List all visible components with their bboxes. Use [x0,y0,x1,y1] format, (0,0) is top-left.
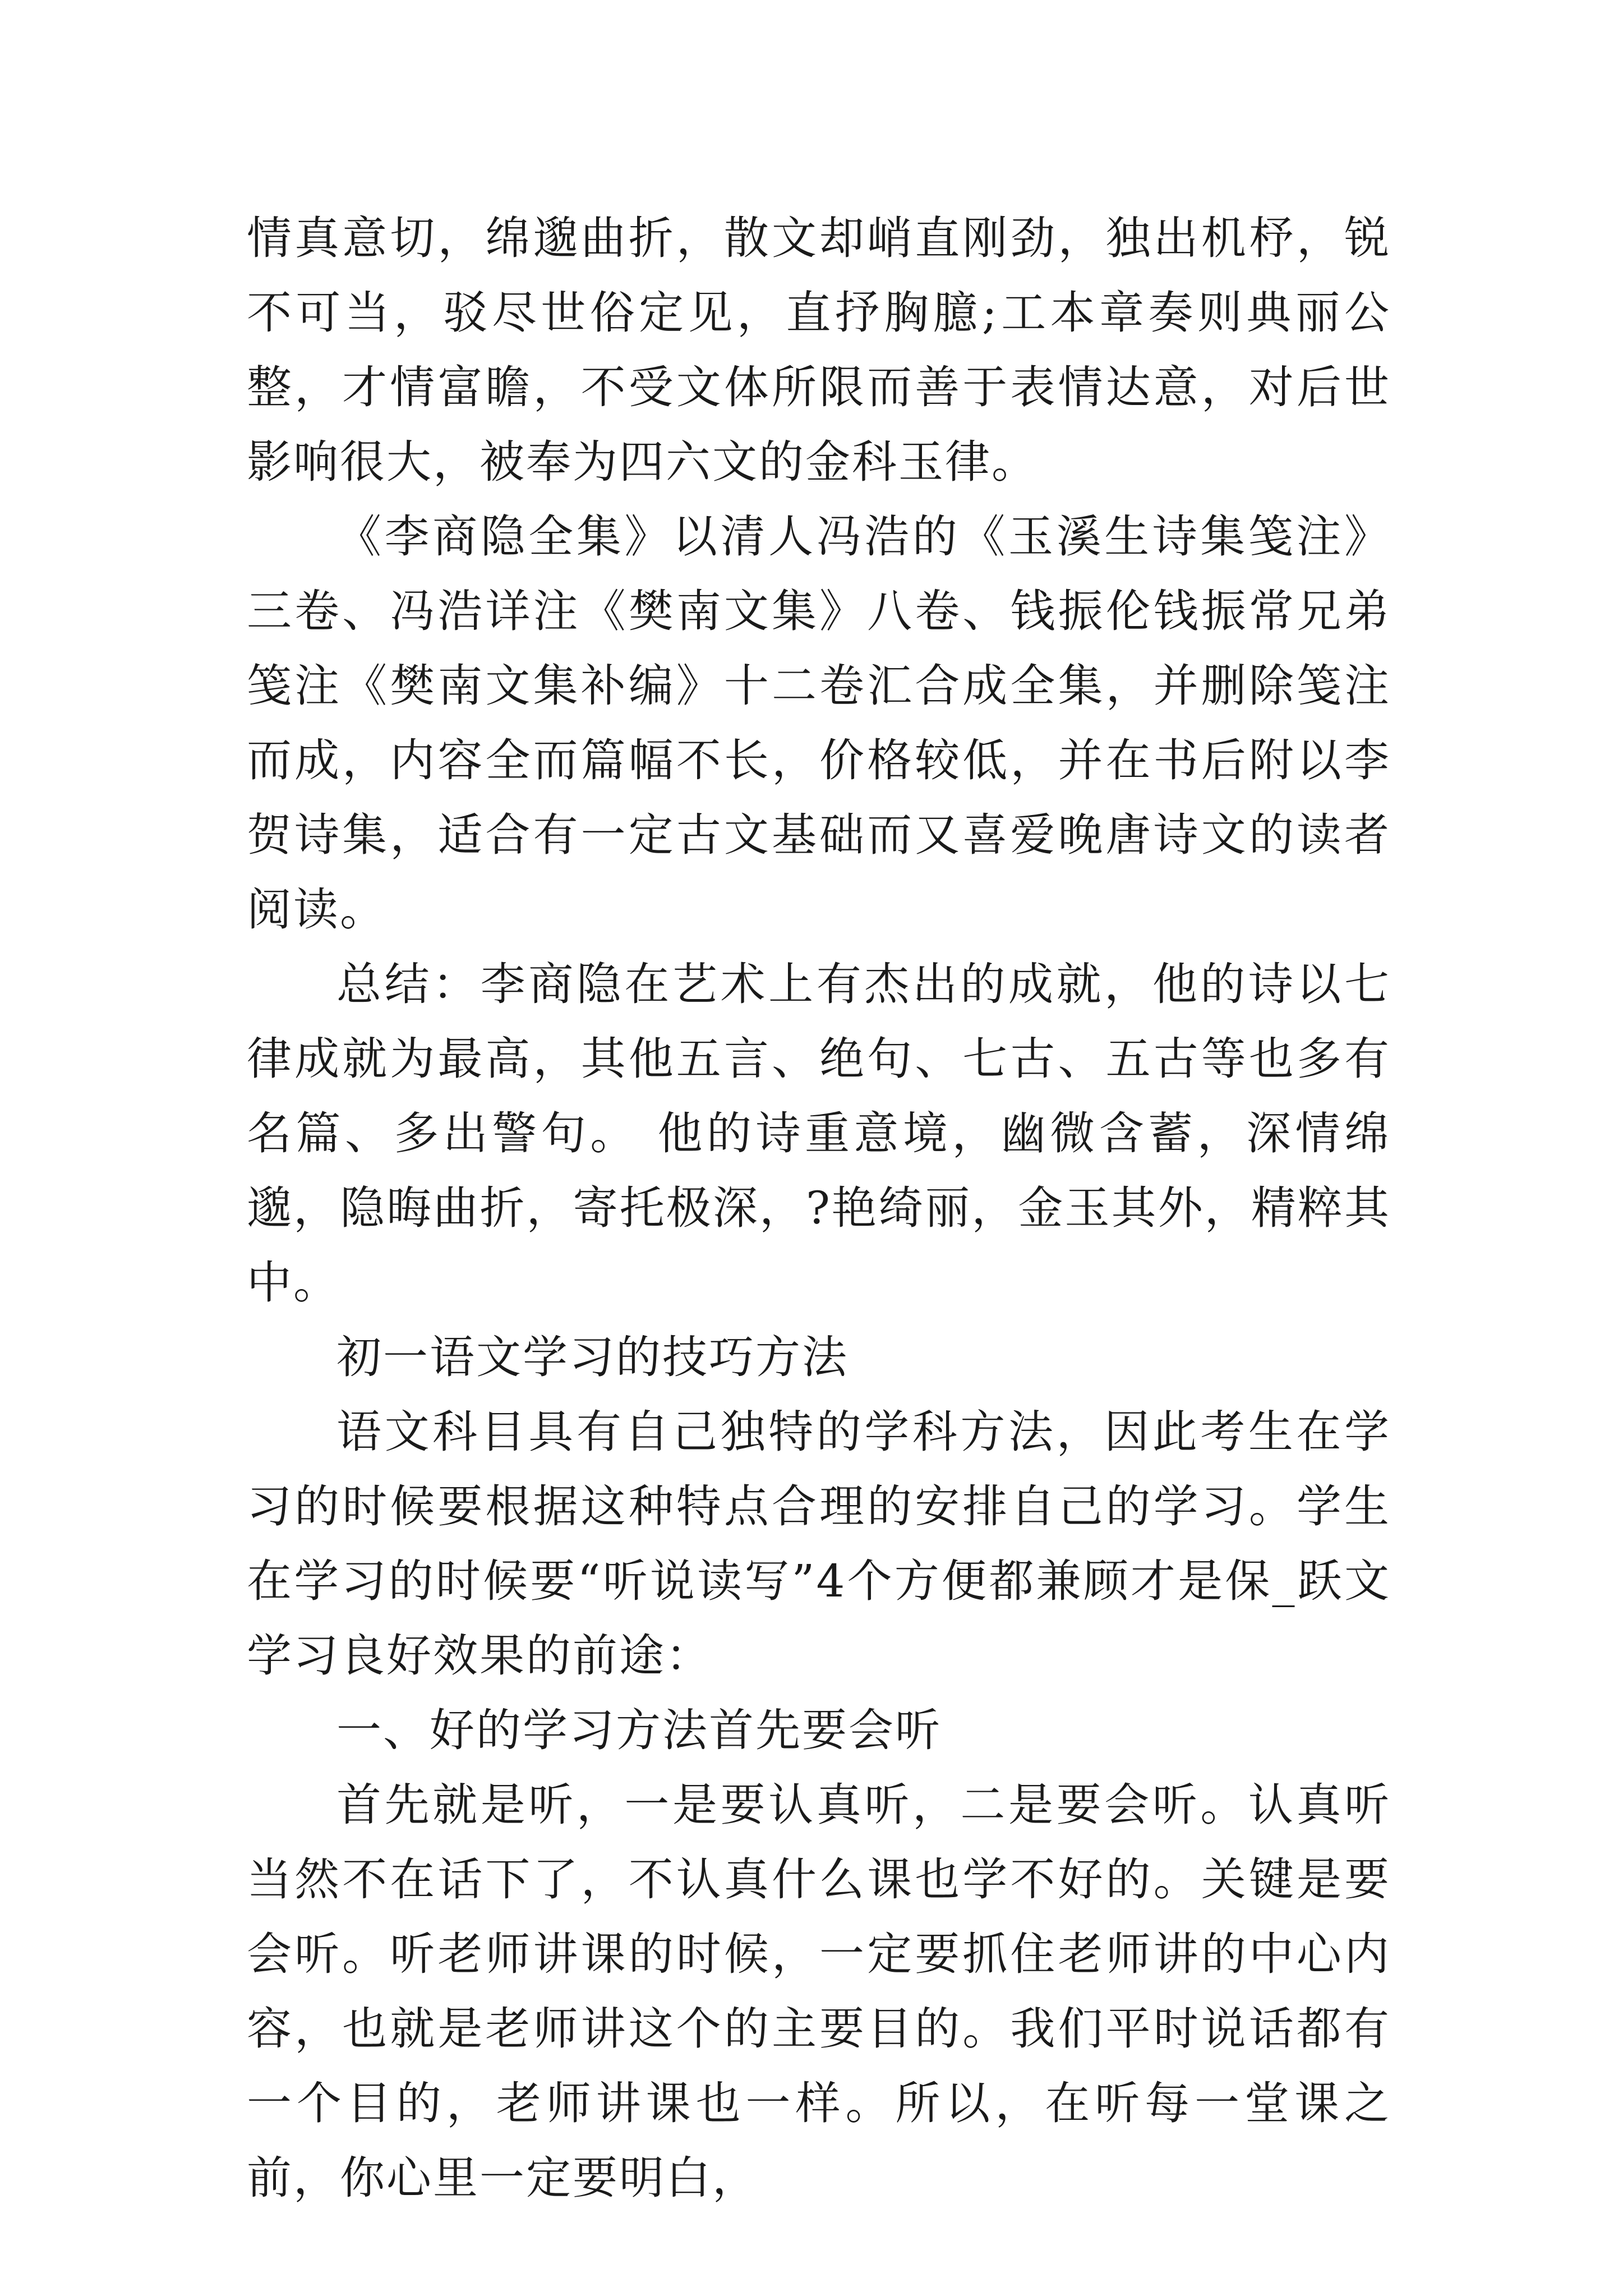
document-body [247,201,1391,2215]
subheading-listening: 一、好的学习方法首先要会听 [336,1704,942,1756]
paragraph-summary: 总结：李商隐在艺术上有杰出的成就，他的诗以七律成就为最高，其他五言、绝句、七古、五古等也多有名篇、多出警句。 他的诗重意境，幽微含蓄，深情绵邈，隐晦曲折，寄托极深，?艳绮丽，金玉其外，精粹其中。 [247,958,1391,1309]
paragraph-study-intro: 语文科目具有自己独特的学科方法，因此考生在学习的时候要根据这种特点合理的安排自己的学习。学生在学习的时候要“听说读写”4个方便都兼顾才是保_跃文学习良好效果的前途： [247,1406,1391,1682]
paragraph-li-shangyin-prose: 情真意切，绵邈曲折，散文却峭直刚劲，独出机杼，锐不可当，驳尽世俗定见，直抒胸臆;工本章奏则典丽公整，才情富瞻，不受文体所限而善于表情达意，对后世影响很大，被奉为四六文的金科玉律。 [247,212,1391,488]
section-heading-study-tips: 初一语文学习的技巧方法 [336,1331,849,1383]
paragraph-listening: 首先就是听，一是要认真听，二是要会听。认真听当然不在话下了，不认真什么课也学不好的。关键是要会听。听老师讲课的时候，一定要抓住老师讲的中心内容，也就是老师讲这个的主要目的。我们平时说话都有一个目的，老师讲课也一样。所以，在听每一堂课之前，你心里一定要明白， [247,1779,1391,2204]
paragraph-complete-works: 《李商隐全集》以清人冯浩的《玉溪生诗集笺注》三卷、冯浩详注《樊南文集》八卷、钱振伦钱振常兄弟笺注《樊南文集补编》十二卷汇合成全集，并删除笺注而成，内容全而篇幅不长，价格较低，并在书后附以李贺诗集，适合有一定古文基础而又喜爱晚唐诗文的读者阅读。 [247,510,1391,936]
